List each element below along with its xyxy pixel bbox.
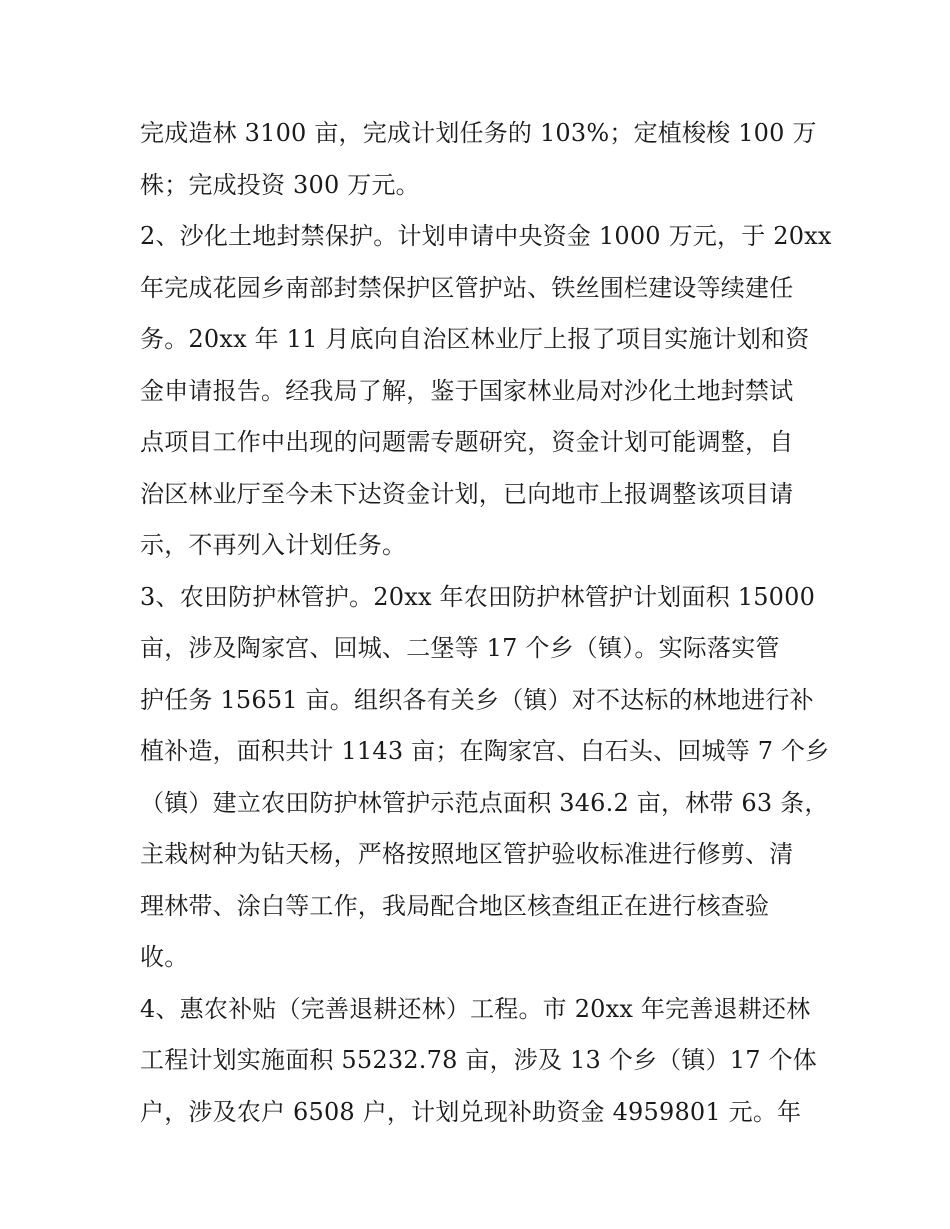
text-line: 工程计划实施面积 55232.78 亩，涉及 13 个乡（镇）17 个体 [140,1046,817,1074]
text-line: 理林带、涂白等工作，我局配合地区核查组正在进行核查验 [140,891,770,920]
text-line: 植补造，面积共计 1143 亩；在陶家宫、白石头、回城等 7 个乡 [140,737,830,765]
text-line: 金申请报告。经我局了解，鉴于国家林业局对沙化土地封禁试 [140,376,794,405]
text-line: 示，不再列入计划任务。 [140,531,407,559]
text-line: 主栽树种为钻天杨，严格按照地区管护验收标准进行修剪、清 [140,840,794,868]
text-line: 年完成花园乡南部封禁保护区管护站、铁丝围栏建设等续建任 [140,273,794,302]
text-line: 务。20xx 年 11 月底向自治区林业厅上报了项目实施计划和资 [140,325,810,353]
text-line: 点项目工作中出现的问题需专题研究，资金计划可能调整，自 [140,428,794,456]
text-line: 治区林业厅至今未下达资金计划，已向地市上报调整该项目请 [140,479,794,508]
text-line: （镇）建立农田防护林管护示范点面积 346.2 亩，林带 63 条， [140,788,829,817]
text-line: 户，涉及农户 6508 户，计划兑现补助资金 4959801 元。年 [140,1097,802,1126]
text-line: 完成造林 3100 亩，完成计划任务的 103%；定植梭梭 100 万 [140,119,817,147]
text-line: 株；完成投资 300 万元。 [140,170,420,199]
text-line: 收。 [140,943,189,971]
text-line: 2、沙化土地封禁保护。计划申请中央资金 1000 万元，于 20xx [140,222,832,250]
text-line: 4、惠农补贴（完善退耕还林）工程。市 20xx 年完善退耕还林 [140,994,811,1023]
text-line: 护任务 15651 亩。组织各有关乡（镇）对不达标的林地进行补 [140,685,814,714]
text-line: 3、农田防护林管护。20xx 年农田防护林管护计划面积 15000 [140,582,816,611]
document-body [140,108,832,1138]
text-line: 亩，涉及陶家宫、回城、二堡等 17 个乡（镇）。实际落实管 [140,634,780,662]
